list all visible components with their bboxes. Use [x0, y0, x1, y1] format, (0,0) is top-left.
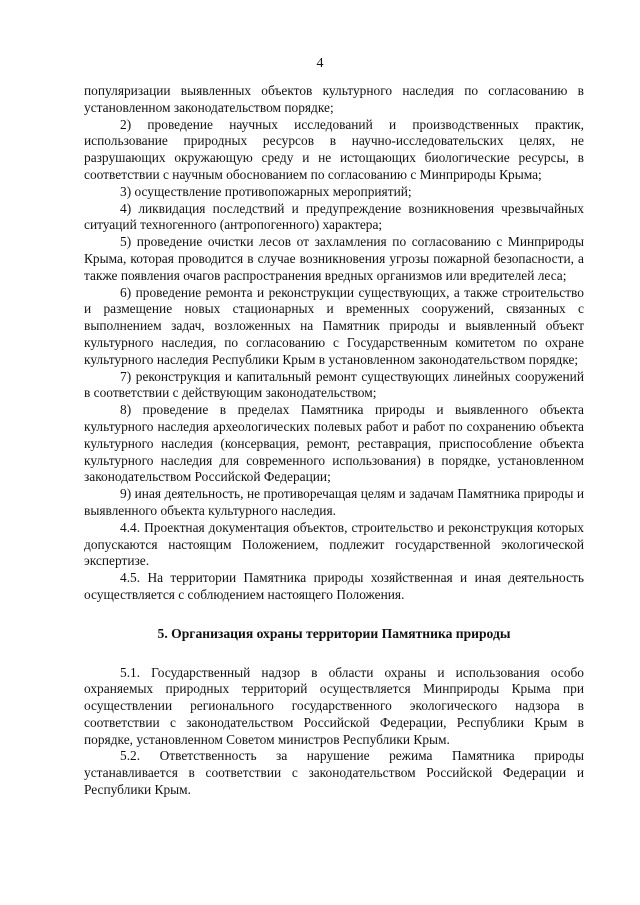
paragraph-list-after	[84, 665, 584, 799]
paragraph: 8) проведение в пределах Памятника природы и выявленного объекта культурного наследия археологических полевых работ и работ по сохранению объекта культурного наследия (консервация, ремонт, реставрация, приспособление объекта культурного наследия для современного использования) в порядке, установленном законодательством Российской Федерации;	[84, 402, 584, 485]
paragraph: популяризации выявленных объектов культурного наследия по согласованию в установленном законодательством порядке;	[84, 83, 584, 115]
section-heading: 5. Организация охраны территории Памятника природы	[157, 625, 511, 641]
paragraph-list-before	[84, 83, 584, 604]
paragraph: 2) проведение научных исследований и производственных практик, использование природных ресурсов в научно-исследовательских целях, не разрушающих окружающую среду и не истощающих биологические ресурсы, в соответствии с научным обоснованием по согласованию с Минприроды Крыма;	[84, 116, 584, 182]
paragraph: 6) проведение ремонта и реконструкции существующих, а также строительство и размещение новых стационарных и временных сооружений, связанных с выполнением задач, возложенных на Памятник природы и выявленный объект культурного наследия, по согласованию с Государственным комитетом по охране культурного наследия Республики Крым в установленном законодательством порядке;	[84, 284, 584, 367]
document-body	[84, 83, 584, 799]
paragraph: 4.4. Проектная документация объектов, строительство и реконструкция которых допускаются настоящим Положением, подлежит государственной экологической экспертизе.	[84, 519, 584, 569]
paragraph: 5.2. Ответственность за нарушение режима Памятника природы устанавливается в соответствии с законодательством Российской Федерации и Республики Крым.	[84, 748, 584, 798]
paragraph: 7) реконструкция и капитальный ремонт существующих линейных сооружений в соответствии с действующим законодательством;	[84, 368, 584, 401]
paragraph: 4) ликвидация последствий и предупреждение возникновения чрезвычайных ситуаций техногенного (антропогенного) характера;	[84, 200, 584, 233]
paragraph: 5.1. Государственный надзор в области охраны и использования особо охраняемых природных территорий осуществляется Минприроды Крыма при осуществлении регионального государственного экологического надзора в соответствии с законодательством Российской Федерации, Республики Крым в порядке, установленном Советом министров Республики Крым.	[84, 664, 584, 747]
paragraph: 5) проведение очистки лесов от захламления по согласованию с Минприроды Крыма, которая проводится в случае возникновения угрозы пожарной безопасности, а также появления очагов распространения вредных организмов или вредителей леса;	[84, 234, 584, 283]
paragraph: 4.5. На территории Памятника природы хозяйственная и иная деятельность осуществляется с соблюдением настоящего Положения.	[84, 570, 584, 602]
page-number: 4	[316, 56, 324, 71]
paragraph: 3) осуществление противопожарных мероприятий;	[120, 183, 412, 199]
paragraph: 9) иная деятельность, не противоречащая целям и задачам Памятника природы и выявленного объекта культурного наследия.	[84, 486, 584, 518]
